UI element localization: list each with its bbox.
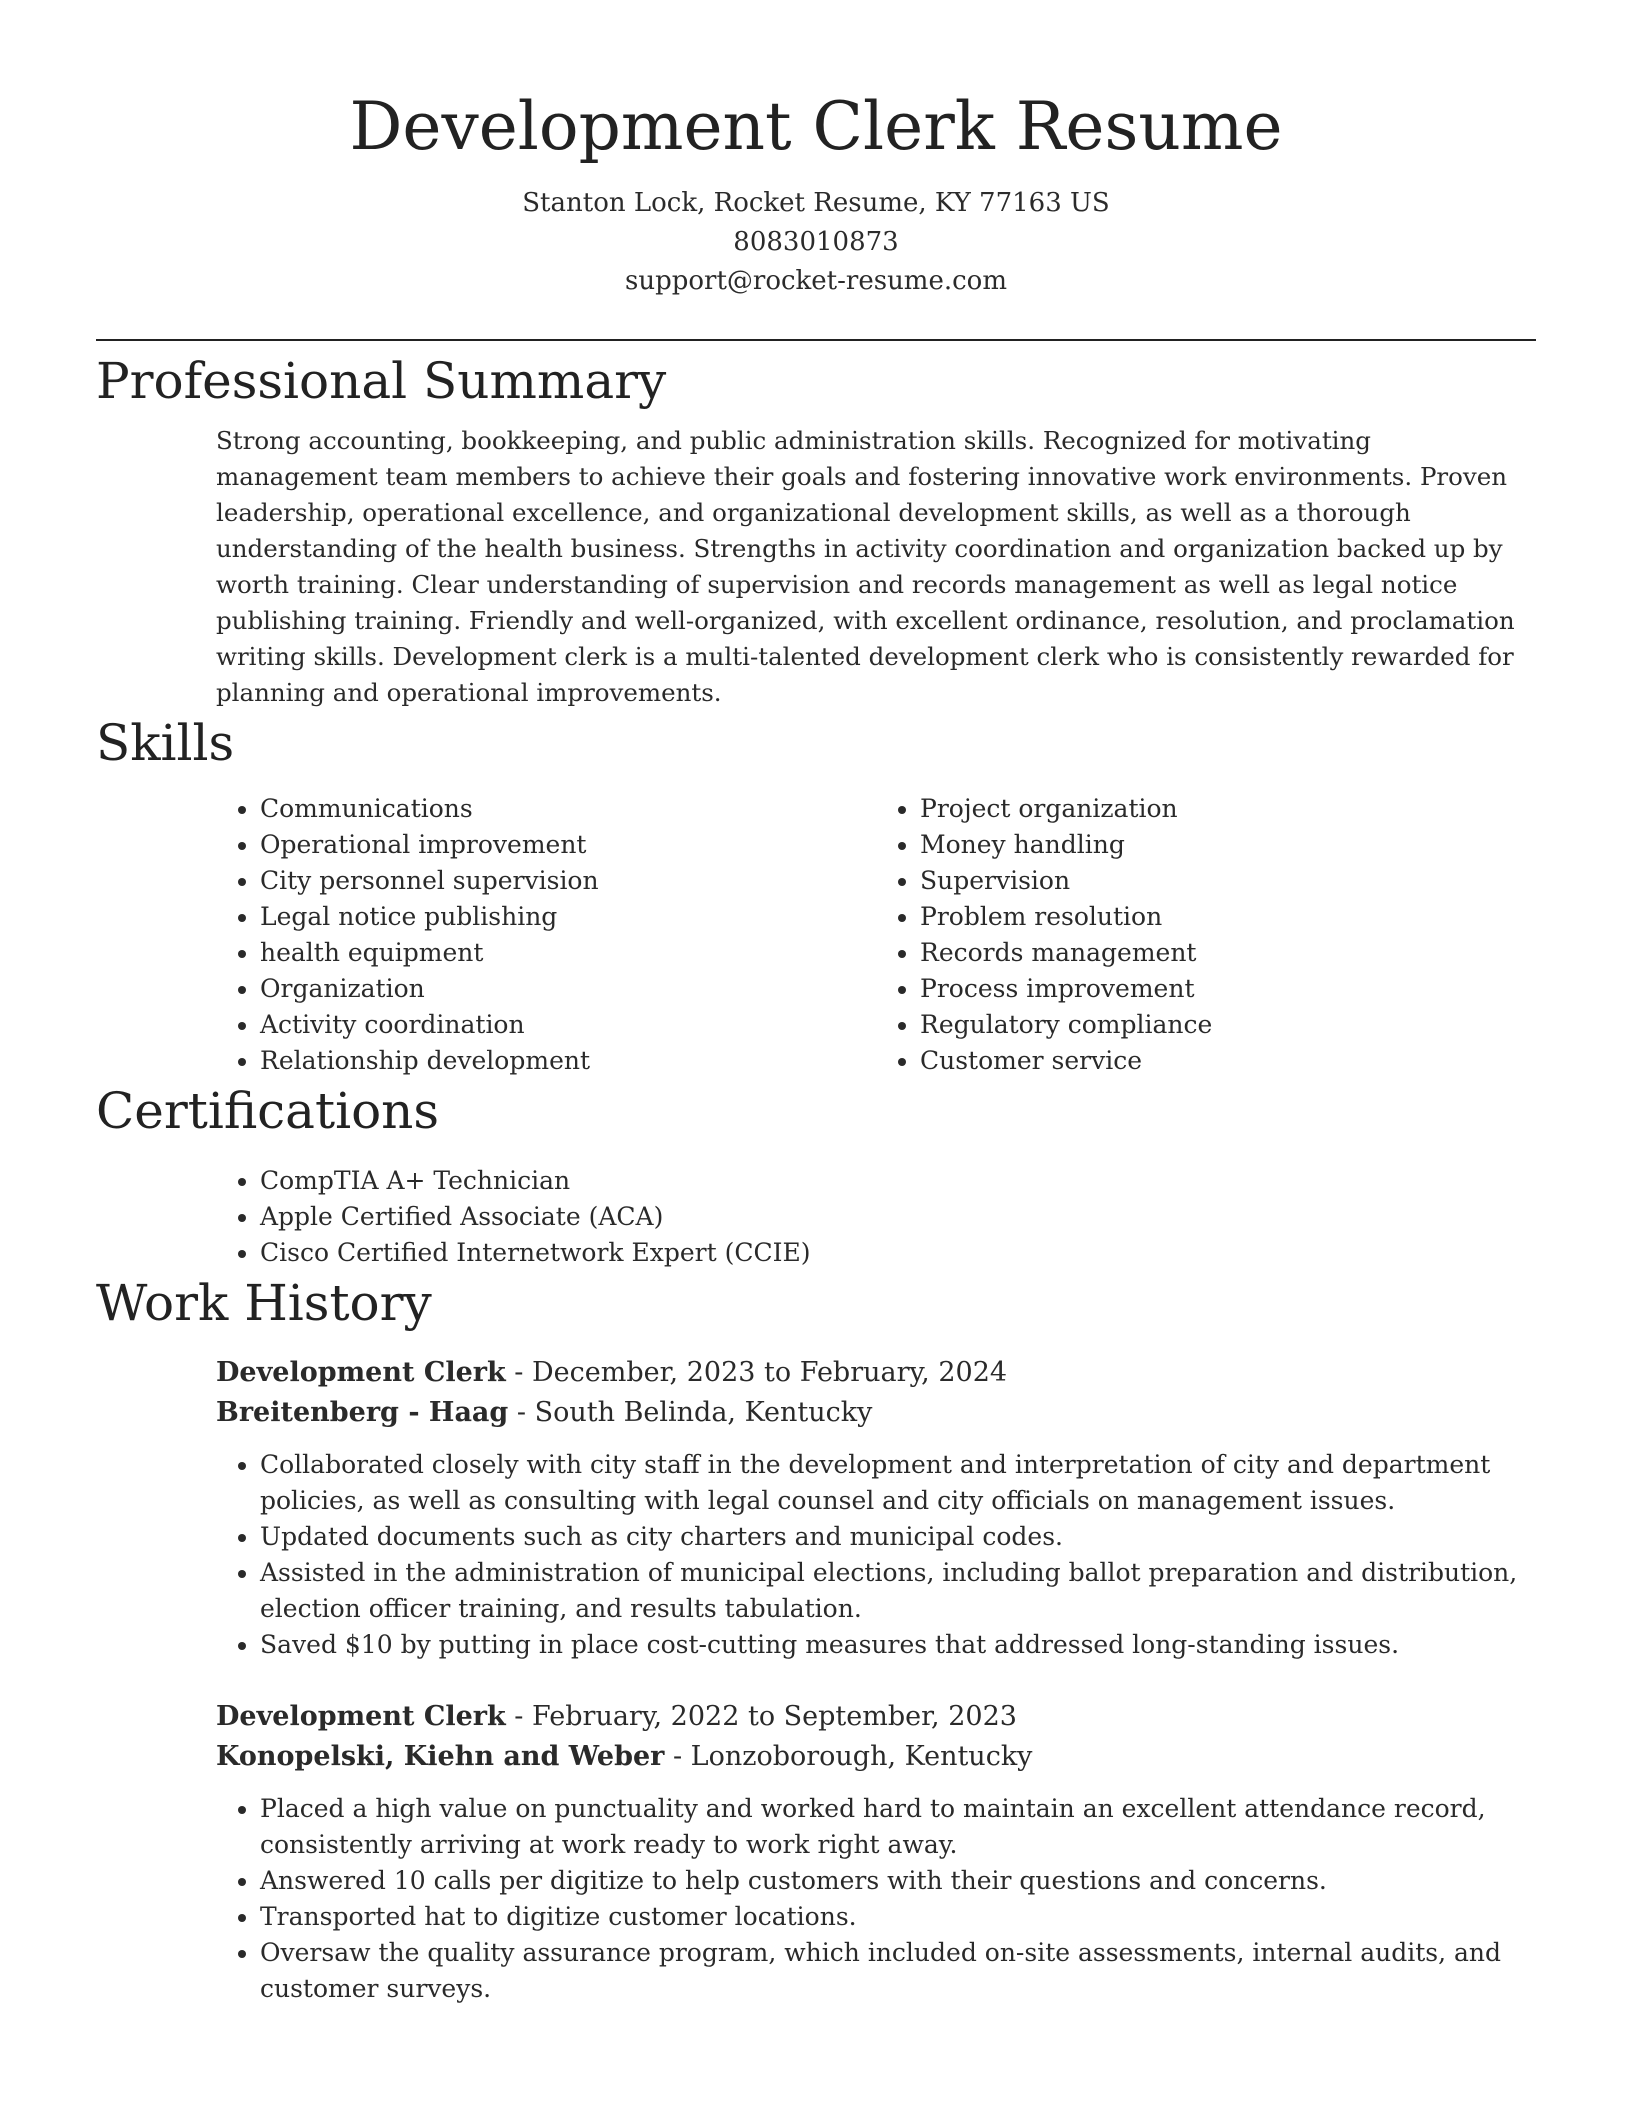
- skill-item: • City personnel supervision: [260, 863, 876, 899]
- skill-item: • Regulatory compliance: [920, 1007, 1536, 1043]
- job-separator: -: [508, 1397, 535, 1428]
- skills-list-right: [876, 791, 1536, 1079]
- job-company-line: [216, 1393, 1536, 1433]
- header-divider: [96, 339, 1536, 341]
- certifications-heading: Certifications: [96, 1082, 440, 1140]
- skill-item: • Records management: [920, 935, 1536, 971]
- job-entry: [216, 1697, 1536, 2007]
- job-company-line: [216, 1737, 1536, 1777]
- certifications-section: [96, 1079, 1536, 1271]
- skills-heading: Skills: [96, 714, 235, 772]
- job-dates: February, 2022 to September, 2023: [532, 1701, 1017, 1732]
- job-entry: [216, 1353, 1536, 1663]
- resume-title: Development Clerk Resume: [349, 88, 1283, 165]
- job-bullet: • Answered 10 calls per digitize to help customers with their questions and concerns.: [260, 1863, 1536, 1899]
- job-bullet: • Collaborated closely with city staff in the development and interpretation of city and department policies, as well as consulting with legal counsel and city officials on management issues.: [260, 1447, 1536, 1519]
- contact-email: support@rocket-resume.com: [624, 266, 1007, 296]
- skills-list-left: [216, 791, 876, 1079]
- certification-item: • Cisco Certified Internetwork Expert (CCIE): [260, 1235, 1536, 1271]
- job-title-line: [216, 1353, 1536, 1393]
- summary-heading: Professional Summary: [96, 352, 667, 410]
- job-bullet: • Transported hat to digitize customer locations.: [260, 1899, 1536, 1935]
- certification-item: • Apple Certified Associate (ACA): [260, 1199, 1536, 1235]
- job-bullet: • Saved $10 by putting in place cost-cutting measures that addressed long-standing issues.: [260, 1627, 1536, 1663]
- certifications-list: [216, 1163, 1536, 1271]
- job-bullet: • Oversaw the quality assurance program, which included on-site assessments, internal audits, and customer surveys.: [260, 1935, 1536, 2007]
- skill-item: • Supervision: [920, 863, 1536, 899]
- skill-item: • health equipment: [260, 935, 876, 971]
- job-title-line: [216, 1697, 1536, 1737]
- job-title: Development Clerk: [216, 1357, 506, 1388]
- skill-item: • Legal notice publishing: [260, 899, 876, 935]
- summary-section: [96, 349, 1536, 711]
- certification-item: • CompTIA A+ Technician: [260, 1163, 1536, 1199]
- job-location: South Belinda, Kentucky: [534, 1397, 873, 1428]
- skills-columns: [216, 791, 1536, 1079]
- job-location: Lonzoborough, Kentucky: [690, 1741, 1033, 1772]
- job-dates: December, 2023 to February, 2024: [532, 1357, 1008, 1388]
- summary-text: Strong accounting, bookkeeping, and public administration skills. Recognized for motivating management team members to achieve their goals and fostering innovative work environments. Proven leadership, operational excellence, and organizational development skills, as well as a thorough understanding of the health business. Strengths in activity coordination and organization backed up by worth training. Clear understanding of supervision and records management as well as legal notice publishing training. Friendly and well-organized, with excellent ordinance, resolution, and proclamation writing skills. Development clerk is a multi-talented development clerk who is consistently rewarded for planning and operational improvements.: [216, 426, 1515, 707]
- job-bullets: [216, 1791, 1536, 2007]
- job-company: Konopelski, Kiehn and Weber: [216, 1741, 665, 1772]
- work-history-section: [96, 1271, 1536, 2007]
- job-separator: -: [505, 1701, 533, 1732]
- job-bullets: [216, 1447, 1536, 1663]
- skill-item: • Relationship development: [260, 1043, 876, 1079]
- skill-item: • Process improvement: [920, 971, 1536, 1007]
- skill-item: • Project organization: [920, 791, 1536, 827]
- skill-item: • Customer service: [920, 1043, 1536, 1079]
- skill-item: • Activity coordination: [260, 1007, 876, 1043]
- contact-block: [96, 184, 1536, 301]
- certifications-block: [216, 1163, 1536, 1271]
- skill-item: • Money handling: [920, 827, 1536, 863]
- contact-phone: 8083010873: [733, 227, 899, 257]
- skill-item: • Problem resolution: [920, 899, 1536, 935]
- job-company: Breitenberg - Haag: [216, 1397, 509, 1428]
- work-history-heading: Work History: [96, 1274, 432, 1332]
- skills-section: [96, 711, 1536, 1079]
- job-bullet: • Placed a high value on punctuality and worked hard to maintain an excellent attendance record, consistently arriving at work ready to work right away.: [260, 1791, 1536, 1863]
- job-bullet: • Updated documents such as city charters and municipal codes.: [260, 1519, 1536, 1555]
- contact-address: Stanton Lock, Rocket Resume, KY 77163 US: [522, 188, 1110, 218]
- skill-item: • Organization: [260, 971, 876, 1007]
- job-separator: -: [505, 1357, 533, 1388]
- job-title: Development Clerk: [216, 1701, 506, 1732]
- job-separator: -: [664, 1741, 691, 1772]
- skill-item: • Operational improvement: [260, 827, 876, 863]
- job-bullet: • Assisted in the administration of municipal elections, including ballot preparation and distribution, election officer training, and results tabulation.: [260, 1555, 1536, 1627]
- skill-item: • Communications: [260, 791, 876, 827]
